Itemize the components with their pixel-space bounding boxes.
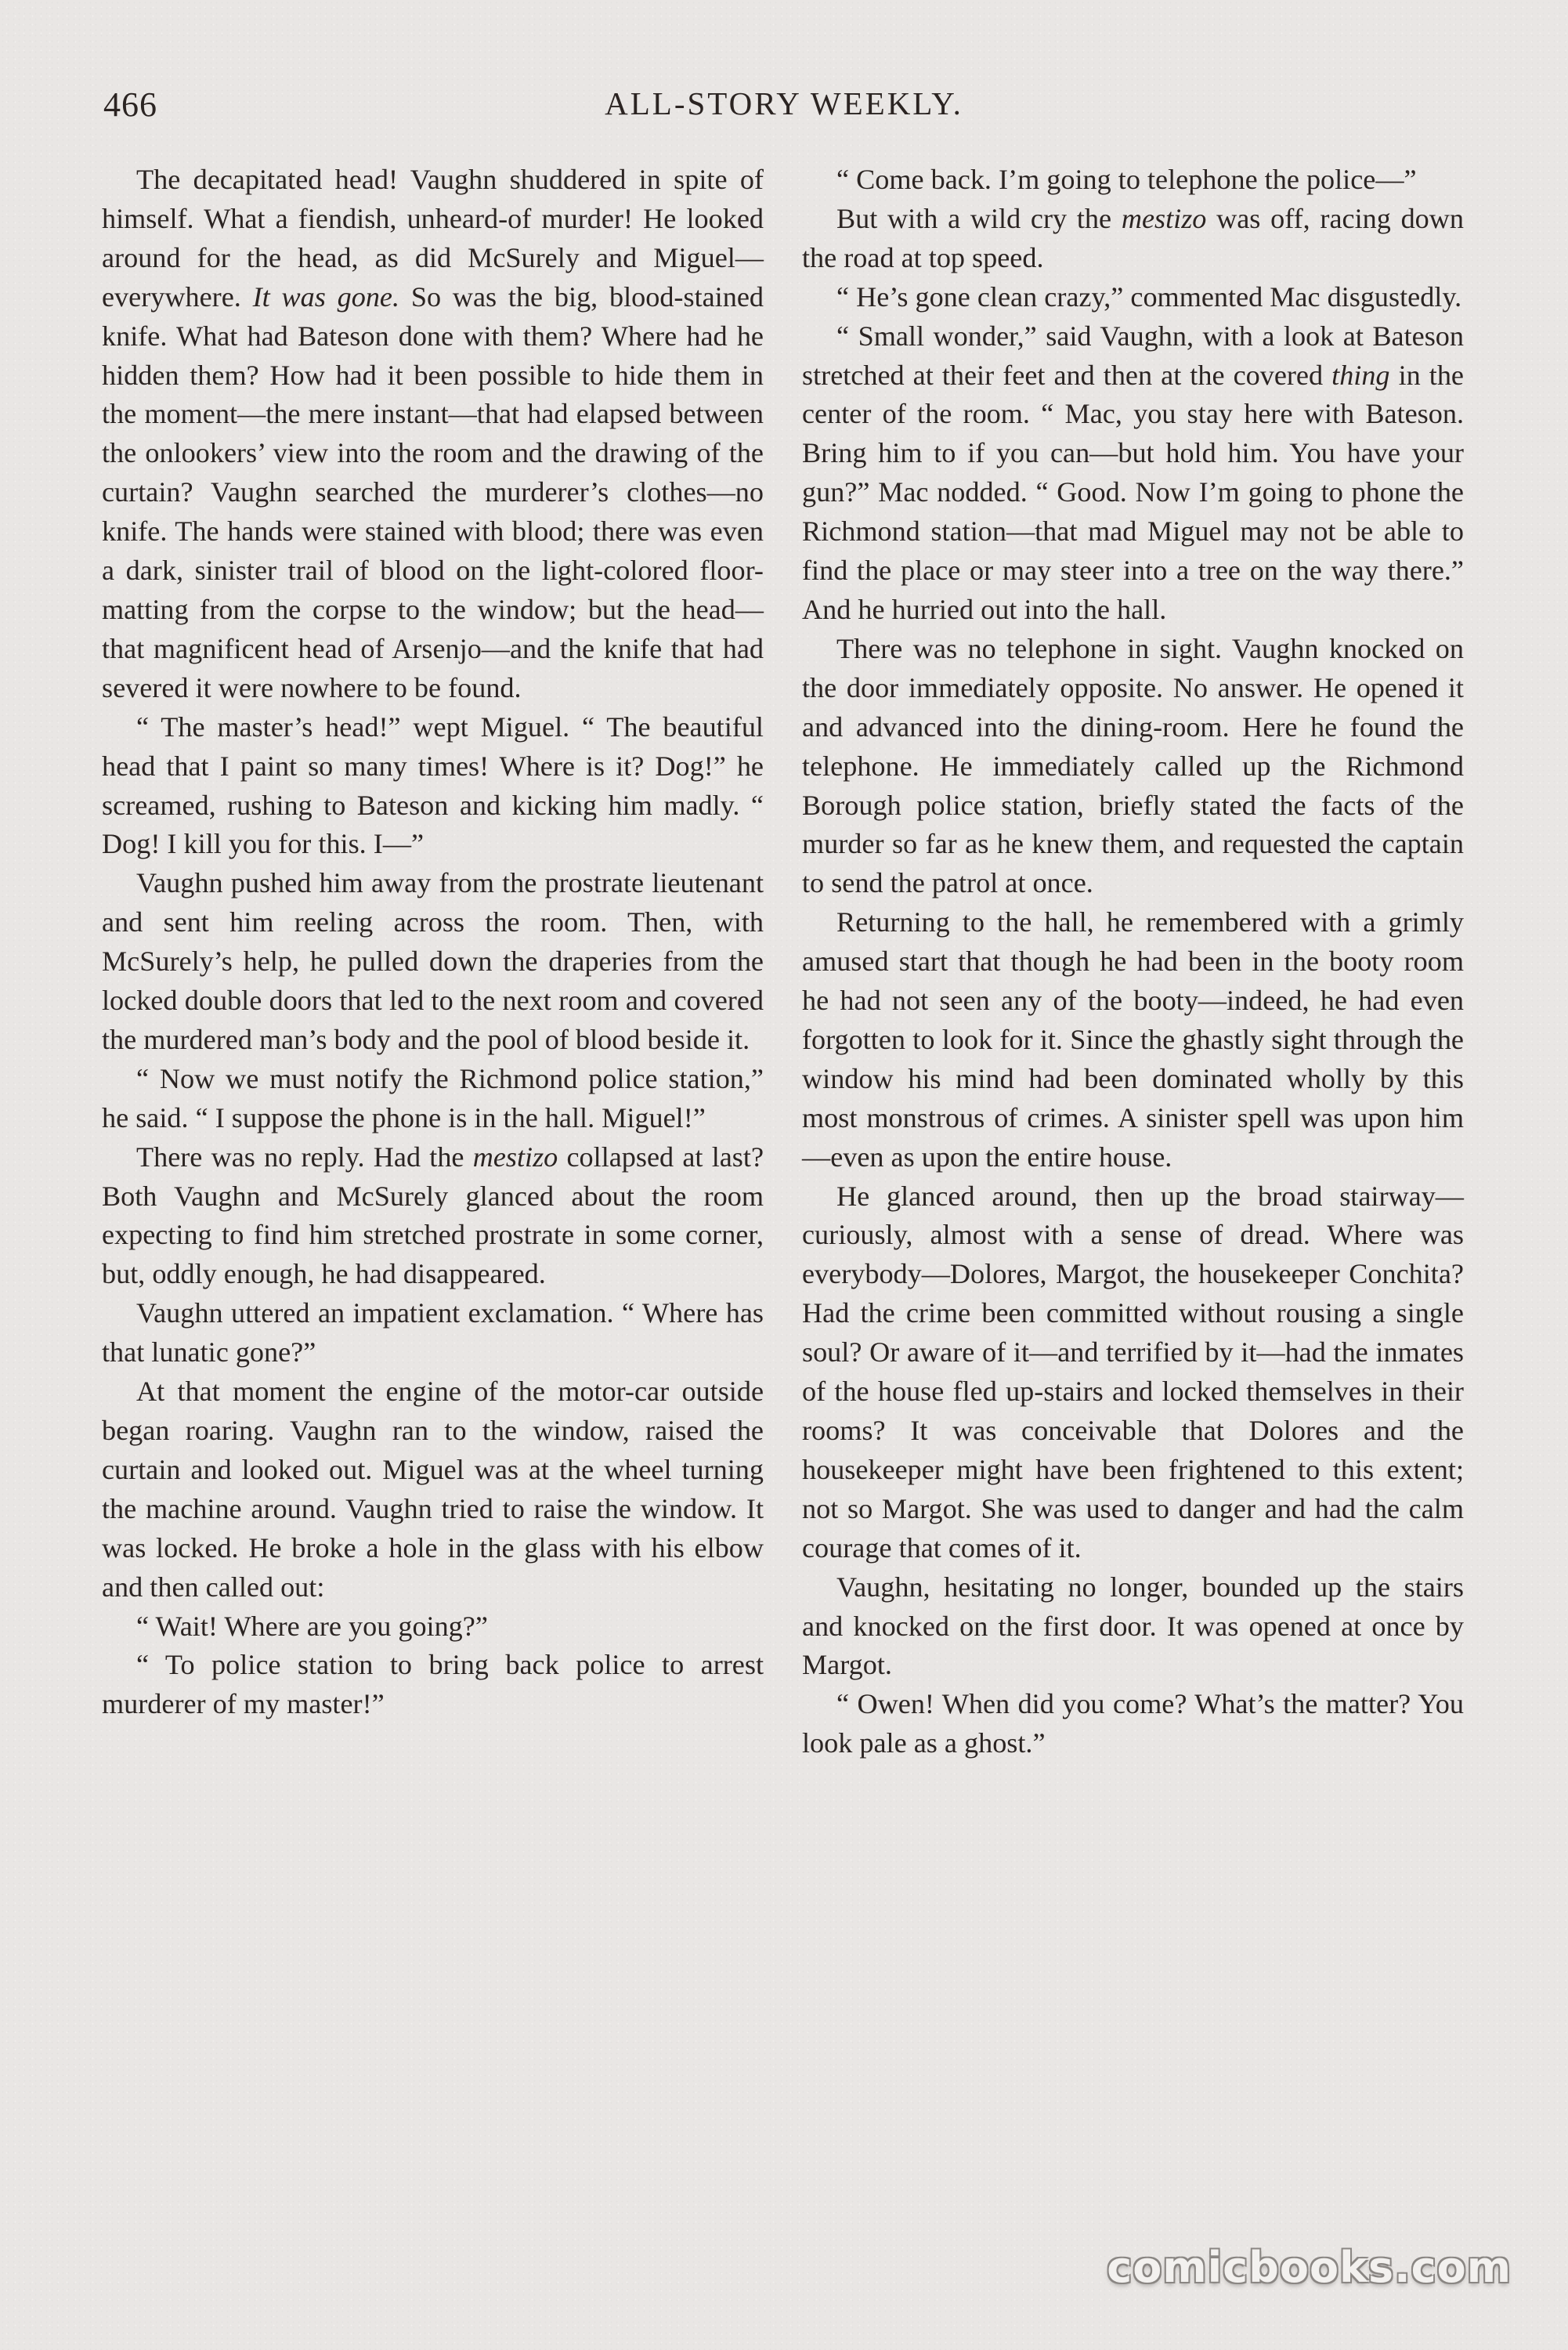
- paragraph: “ Come back. I’m going to telephone the police—”: [836, 164, 1417, 195]
- paragraph: Vaughn, hesitating no longer, bounded up the stairs and knocked on the first door. It was opened at once by Margot.: [802, 1571, 1464, 1681]
- page-number: 466: [103, 85, 157, 124]
- paragraph: “ Owen! When did you come? What’s the matter? You look pale as a ghost.”: [802, 1688, 1464, 1759]
- paragraph: The decapitated head! Vaughn shuddered in spite of himself. What a fiendish, unheard-of murder! He looked around for the head, as did McSurely and Miguel—everywhere. It was gone. So was the big, blood-stained knife. What had Bateson done with them? Where had he hidden them? How had it been possible to hide them in the moment—the mere instant—that had elapsed between the onlookers’ view into the room and the drawing of the curtain? Vaughn searched the murderer’s clothes—no knife. The hands were stained with blood; there was even a dark, sinister trail of blood on the light-colored floor-matting from the corpse to the window; but the head—that magnificent head of Arsenjo—and the knife that had severed it were nowhere to be found.: [102, 164, 764, 703]
- page-header: [103, 85, 1465, 132]
- paragraph: “ Wait! Where are you going?”: [136, 1610, 488, 1642]
- paragraph: “ The master’s head!” wept Miguel. “ The beautiful head that I paint so many times! Where is it? Dog!” he screamed, rushing to Bateson and kicking him madly. “ Dog! I kill you for this. I—”: [102, 710, 764, 860]
- right-column: [802, 161, 1464, 1763]
- paragraph: “ Now we must notify the Richmond police station,” he said. “ I suppose the phone is in the hall. Miguel!”: [102, 1062, 764, 1133]
- running-head: ALL-STORY WEEKLY.: [605, 85, 963, 121]
- paragraph: Vaughn pushed him away from the prostrate lieutenant and sent him reeling across the room. Then, with McSurely’s help, he pulled down the draperies from the locked double doors that led to the next room and covered the murdered man’s body and the pool of blood beside it.: [102, 867, 764, 1055]
- paragraph: There was no reply. Had the mestizo collapsed at last? Both Vaughn and McSurely glanced about the room expecting to find him stretched prostrate in some corner, but, oddly enough, he had disappeared.: [102, 1141, 764, 1290]
- paragraph: “ To police station to bring back police to arrest murderer of my master!”: [102, 1649, 764, 1720]
- watermark: comicbooks.com: [1107, 2243, 1512, 2292]
- paragraph: But with a wild cry the mestizo was off, racing down the road at top speed.: [802, 202, 1464, 273]
- paragraph: Vaughn uttered an impatient exclamation. “ Where has that lunatic gone?”: [102, 1297, 764, 1368]
- paragraph: Returning to the hall, he remembered with a grimly amused start that though he had been in the booty room he had not seen any of the booty—indeed, he had even forgotten to look for it. Since the ghastly sight through the window his mind had been dominated wholly by this most monstrous of crimes. A sinister spell was upon him—even as upon the entire house.: [802, 906, 1464, 1173]
- paragraph: “ He’s gone clean crazy,” commented Mac disgustedly.: [836, 280, 1462, 313]
- left-column: [102, 161, 764, 1724]
- paragraph: “ Small wonder,” said Vaughn, with a look at Bateson stretched at their feet and then at the covered thing in the center of the room. “ Mac, you stay here with Bateson. Bring him to if you can—but hold him. You have your gun?” Mac nodded. “ Good. Now I’m going to phone the Richmond station—that mad Miguel may not be able to find the place or may steer into a tree on the way there.” And he hurried out into the hall.: [802, 320, 1464, 625]
- paragraph: At that moment the engine of the motor-car outside began roaring. Vaughn ran to the window, raised the curtain and looked out. Miguel was at the wheel turning the machine around. Vaughn tried to raise the window. It was locked. He broke a hole in the glass with his elbow and then called out:: [102, 1376, 764, 1603]
- paragraph: He glanced around, then up the broad stairway—curiously, almost with a sense of dread. Where was everybody—Dolores, Margot, the housekeeper Conchita? Had the crime been committed without rousing a single soul? Or aware of it—and terrified by it—had the inmates of the house fled up-stairs and locked themselves in their rooms? It was conceivable that Dolores and the housekeeper might have been frightened to this extent; not so Margot. She was used to danger and had the calm courage that comes of it.: [802, 1180, 1464, 1564]
- paragraph: There was no telephone in sight. Vaughn knocked on the door immediately opposite. No answer. He opened it and advanced into the dining-room. Here he found the telephone. He immediately called up the Richmond Borough police station, briefly stated the facts of the murder so far as he knew them, and requested the captain to send the patrol at once.: [802, 632, 1464, 899]
